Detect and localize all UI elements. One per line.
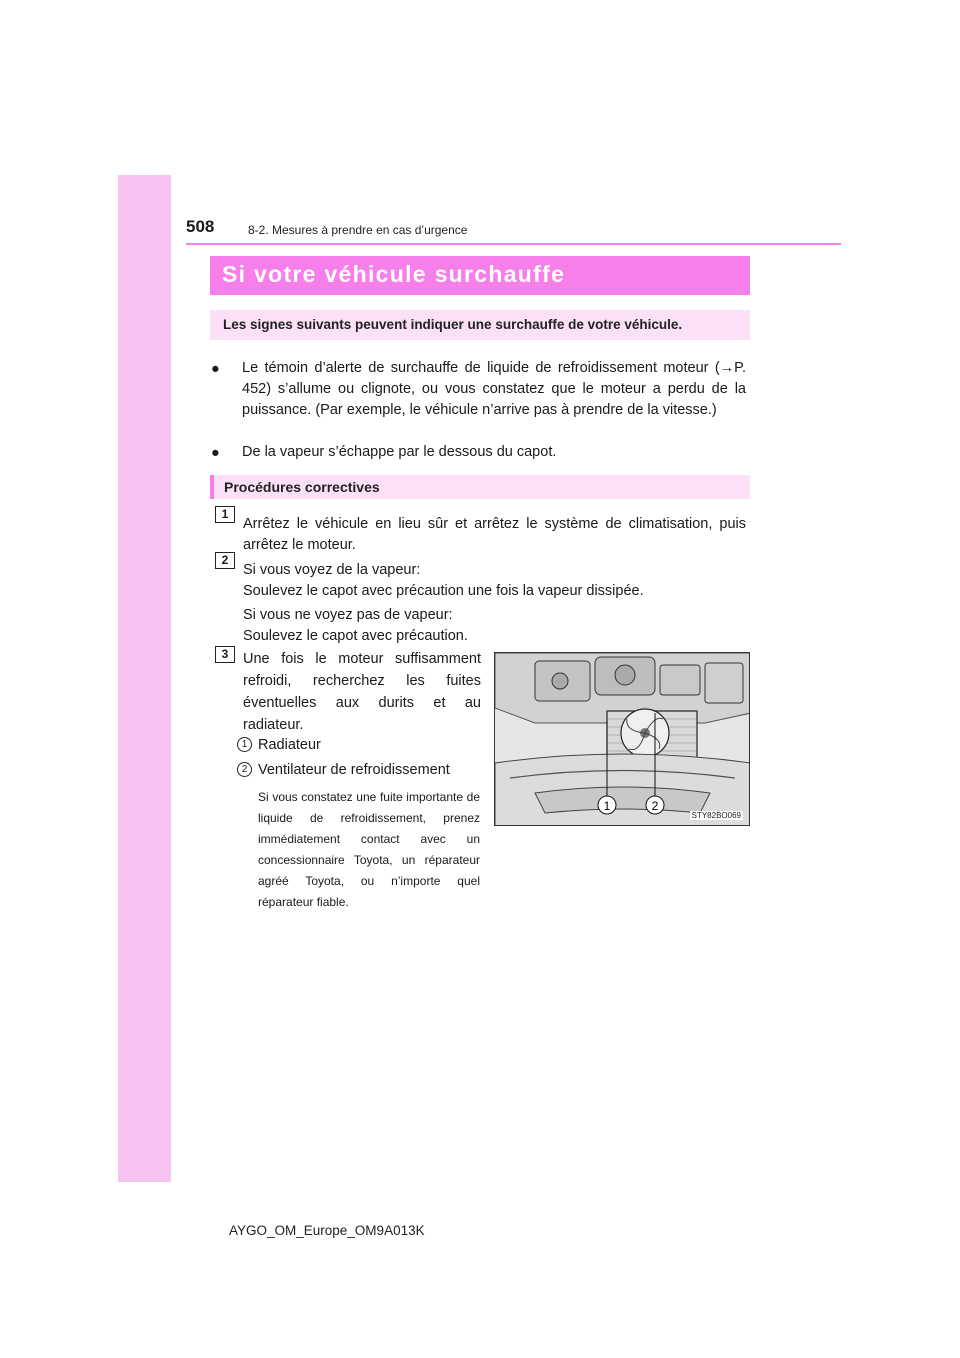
bullet-icon: ●: [211, 361, 220, 377]
step-text: Une fois le moteur suffisamment refroidi, recherchez les fuites éventuelles aux durits et au radiateur.: [243, 651, 481, 733]
bullet-icon: ●: [211, 445, 220, 461]
page-number: 508: [186, 217, 215, 236]
legend-label: Radiateur: [258, 737, 321, 753]
figure-code: STY82BO069: [691, 811, 741, 820]
step-number-badge: 2: [215, 552, 235, 569]
procedures-heading-band: [210, 475, 750, 499]
intro-text: Les signes suivants peuvent indiquer une surchauffe de votre véhicule.: [223, 317, 683, 332]
callout-number-icon: 1: [237, 737, 252, 752]
page-title: Si votre véhicule surchauffe: [222, 261, 566, 287]
callout-number-icon: 2: [237, 762, 252, 777]
footer-document-id: AYGO_OM_Europe_OM9A013K: [229, 1223, 425, 1238]
legend-label: Ventilateur de refroidissement: [258, 762, 450, 778]
step-text: Si vous ne voyez pas de vapeur:: [243, 607, 453, 623]
step-text: Soulevez le capot avec précaution.: [243, 628, 468, 644]
chapter-sidebar-tab: [118, 175, 171, 1182]
page-title-band: [210, 256, 750, 295]
header-rule: [186, 243, 841, 245]
step-number-badge: 1: [215, 506, 235, 523]
bullet-text: Le témoin d’alerte de surchauffe de liquide de refroidissement moteur (→P. 452) s’allume ou clignote, ou vous constatez que le moteur a perdu de la puissance. (Par exemple, le véhicule n’arrive pas à prendre de la vitesse.): [242, 360, 746, 418]
step-text: Si vous voyez de la vapeur:: [243, 562, 421, 578]
bullet-text: De la vapeur s’échappe par le dessous du capot.: [242, 444, 557, 460]
engine-bay-illustration: [495, 653, 750, 826]
step-text: Arrêtez le véhicule en lieu sûr et arrêtez le système de climatisation, puis arrêtez le moteur.: [243, 516, 746, 553]
leak-note: Si vous constatez une fuite importante de liquide de refroidissement, prenez immédiatement contact avec un concessionnaire Toyota, un réparateur agréé Toyota, ou n’importe quel réparateur fiable.: [258, 790, 480, 909]
section-heading: 8-2. Mesures à prendre en cas d’urgence: [248, 223, 468, 237]
step-number-badge: 3: [215, 646, 235, 663]
procedures-heading: Procédures correctives: [224, 479, 380, 495]
engine-bay-figure: [494, 652, 750, 826]
step-text: Soulevez le capot avec précaution une fois la vapeur dissipée.: [243, 583, 644, 599]
figure-callout-1: 1: [603, 799, 611, 813]
figure-callout-2: 2: [651, 799, 659, 813]
intro-band: [210, 310, 750, 340]
